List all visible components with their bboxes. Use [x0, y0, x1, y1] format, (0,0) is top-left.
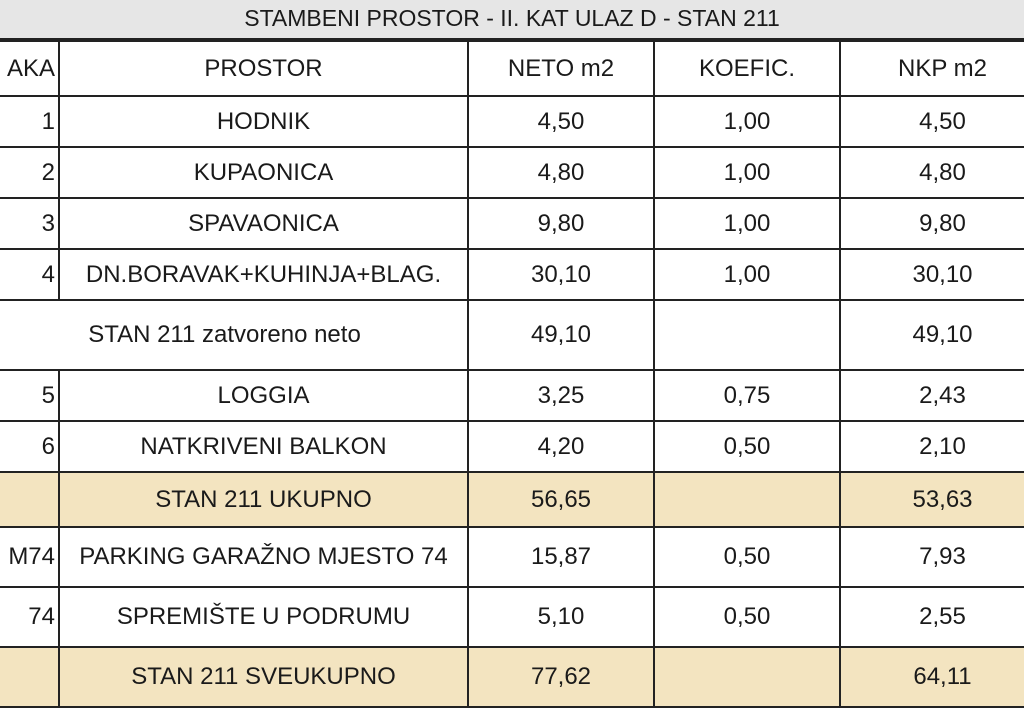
row-prostor: NATKRIVENI BALKON [59, 421, 468, 472]
row-neto: 30,10 [468, 249, 654, 300]
row-neto: 9,80 [468, 198, 654, 249]
total-row [0, 472, 1024, 527]
row-prostor: PARKING GARAŽNO MJESTO 74 [59, 527, 468, 587]
row-nkp: 7,93 [840, 527, 1024, 587]
row-nkp: 2,10 [840, 421, 1024, 472]
table-row [0, 587, 1024, 647]
table-row [0, 147, 1024, 198]
row-oznaka: 3 [0, 198, 59, 249]
row-neto: 4,20 [468, 421, 654, 472]
header-nkp: NKP m2 [840, 41, 1024, 96]
row-koef: 0,50 [654, 587, 840, 647]
row-nkp: 2,43 [840, 370, 1024, 421]
row-oznaka [0, 647, 59, 707]
header-prostor: PROSTOR [59, 41, 468, 96]
row-nkp: 53,63 [840, 472, 1024, 527]
grand-total-label: STAN 211 SVEUKUPNO [59, 647, 468, 707]
row-nkp: 49,10 [840, 300, 1024, 370]
header-row [0, 41, 1024, 96]
row-oznaka: M74 [0, 527, 59, 587]
row-prostor: KUPAONICA [59, 147, 468, 198]
row-koef: 0,50 [654, 527, 840, 587]
row-nkp: 4,80 [840, 147, 1024, 198]
table-title: STAMBENI PROSTOR - II. KAT ULAZ D - STAN 211 [0, 0, 1024, 40]
row-koef: 1,00 [654, 147, 840, 198]
row-koef [654, 647, 840, 707]
table-row [0, 527, 1024, 587]
row-prostor: HODNIK [59, 96, 468, 147]
subtotal-row [0, 300, 1024, 370]
row-neto: 49,10 [468, 300, 654, 370]
row-neto: 77,62 [468, 647, 654, 707]
row-oznaka [0, 472, 59, 527]
row-neto: 4,80 [468, 147, 654, 198]
total-label: STAN 211 UKUPNO [59, 472, 468, 527]
row-koef: 1,00 [654, 249, 840, 300]
row-neto: 3,25 [468, 370, 654, 421]
table-row [0, 370, 1024, 421]
row-oznaka: 2 [0, 147, 59, 198]
row-nkp: 4,50 [840, 96, 1024, 147]
table-row [0, 198, 1024, 249]
table-row [0, 421, 1024, 472]
row-koef [654, 472, 840, 527]
row-koef: 0,75 [654, 370, 840, 421]
grand-total-row [0, 647, 1024, 707]
row-oznaka: 6 [0, 421, 59, 472]
row-nkp: 64,11 [840, 647, 1024, 707]
header-koef: KOEFIC. [654, 41, 840, 96]
row-koef: 1,00 [654, 96, 840, 147]
row-prostor: SPAVAONICA [59, 198, 468, 249]
row-neto: 5,10 [468, 587, 654, 647]
row-nkp: 30,10 [840, 249, 1024, 300]
row-oznaka: 5 [0, 370, 59, 421]
row-koef: 0,50 [654, 421, 840, 472]
table-row [0, 249, 1024, 300]
row-prostor: LOGGIA [59, 370, 468, 421]
row-neto: 4,50 [468, 96, 654, 147]
row-oznaka: 1 [0, 96, 59, 147]
row-oznaka: 74 [0, 587, 59, 647]
row-neto: 15,87 [468, 527, 654, 587]
row-koef [654, 300, 840, 370]
subtotal-label: STAN 211 zatvoreno neto [0, 300, 468, 370]
row-prostor: SPREMIŠTE U PODRUMU [59, 587, 468, 647]
area-table [0, 40, 1024, 708]
row-prostor: DN.BORAVAK+KUHINJA+BLAG. [59, 249, 468, 300]
row-koef: 1,00 [654, 198, 840, 249]
row-nkp: 2,55 [840, 587, 1024, 647]
header-oznaka: AKA [0, 41, 59, 96]
row-neto: 56,65 [468, 472, 654, 527]
header-neto: NETO m2 [468, 41, 654, 96]
table-row [0, 96, 1024, 147]
row-nkp: 9,80 [840, 198, 1024, 249]
row-oznaka: 4 [0, 249, 59, 300]
